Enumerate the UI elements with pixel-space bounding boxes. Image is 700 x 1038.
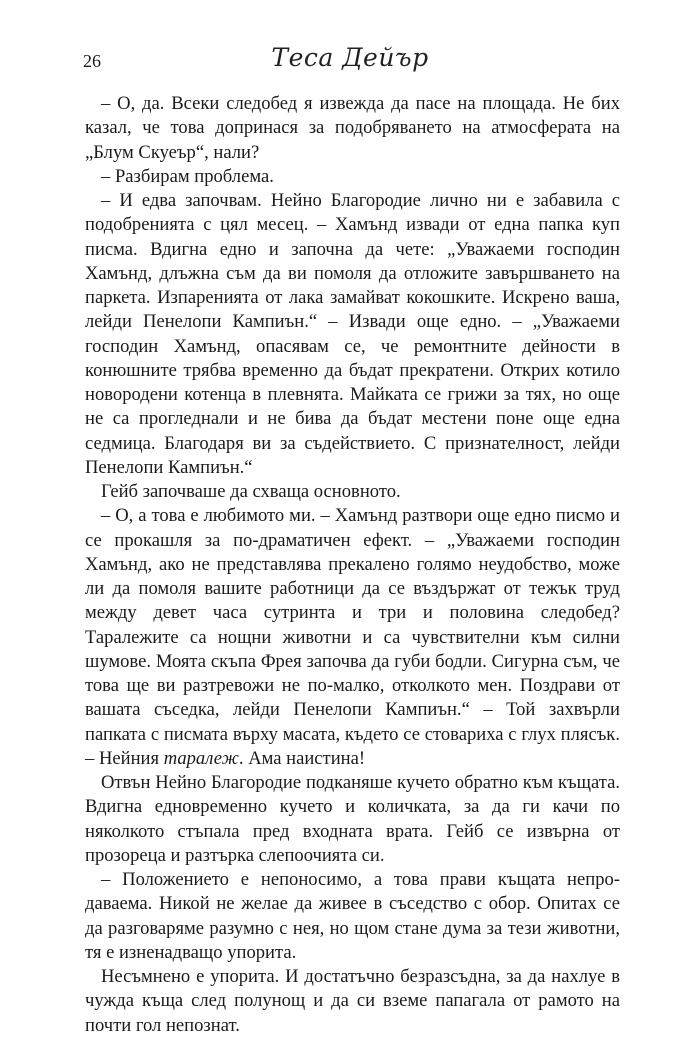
paragraph: – Положението е непоносимо, а това прави къщата непродаваема. Никой не желае да живее в съседство с обор. Опитах се да разговаряме разумно с нея, но щом стане дума за тези животни, тя е изненадващо упорита. bbox=[85, 869, 620, 963]
paragraph: – О, да. Всеки следобед я извежда да пасе на площада. Не бих казал, че това допринася за подобряването на атмосферата на „Блум Скуеър“, нали? bbox=[85, 93, 620, 163]
body-text bbox=[85, 92, 620, 1038]
emphasis-word: таралеж bbox=[163, 747, 239, 769]
paragraph-text: – О, а това е любимото ми. – Хамънд разтвори още едно писмо и се прокашля за по-драматичен ефект. – „Уважаеми господин Хамънд, ако не представлява прекалено голямо неудобство, може ли да помоля вашите работници да се въздържат от тежък труд между девет часа сутринта и три и половина следобед? Таралежите са нощни животни и са чувствителни към силни шумове. Моята скъпа Фрея започва да губи бодли. Сигурна съм, че това ще ви разтревожи не по-малко, отколкото мен. Поздрави от вашата съседка, лейди Пенелопи Кампиън.“ – Той захвърли папката с писмата върху масата, където се стовариха с глух плясък. – Нейния bbox=[85, 505, 620, 769]
paragraph: – И едва започвам. Нейно Благородие лично ни е забавила с подобренията с цял месец. – Хамънд извади от една папка куп писма. Вдигна едно и започна да чете: „Уважаеми господин Хамънд, длъжна съм да ви помоля да отложите завършването на паркета. Изпаренията от лака замайват кокошките. Искрено ваша, лейди Пенелопи Кампиън.“ – Извади още едно. – „Уважаеми господин Хамънд, опасявам се, че ремонтните дейности в конюшните трябва временно да бъдат прекратени. Открих котило новородени котенца в плевнята. Майката се грижи за тях, но още не са прогледнали и не бива да бъдат местени поне още една седмица. Благодаря ви за съдействието. С признателност, лейди Пенелопи Кампиън.“ bbox=[85, 190, 620, 478]
page-number: 26 bbox=[83, 51, 101, 71]
paragraph: Несъмнено е упорита. И достатъчно безразсъдна, за да нахлуе в чужда къща след полунощ и да си вземе папагала от рамото на почти гол непознат. bbox=[85, 966, 620, 1036]
paragraph: Отвън Нейно Благородие подканяше кучето обратно към къщата. Вдигна едновременно кучето и количката, за да ги качи по няколкото стъпала пред входната врата. Гейб се извърна от прозореца и разтърка слепоочията си. bbox=[85, 772, 620, 866]
paragraph-tail: . Ама наистина! bbox=[238, 747, 366, 769]
paragraph: – Разбирам проблема. bbox=[101, 165, 274, 187]
paragraph-with-emphasis bbox=[85, 504, 620, 771]
paragraph: Гейб започваше да схваща основното. bbox=[101, 481, 401, 502]
running-head-author: Теса Дейър bbox=[271, 43, 429, 72]
